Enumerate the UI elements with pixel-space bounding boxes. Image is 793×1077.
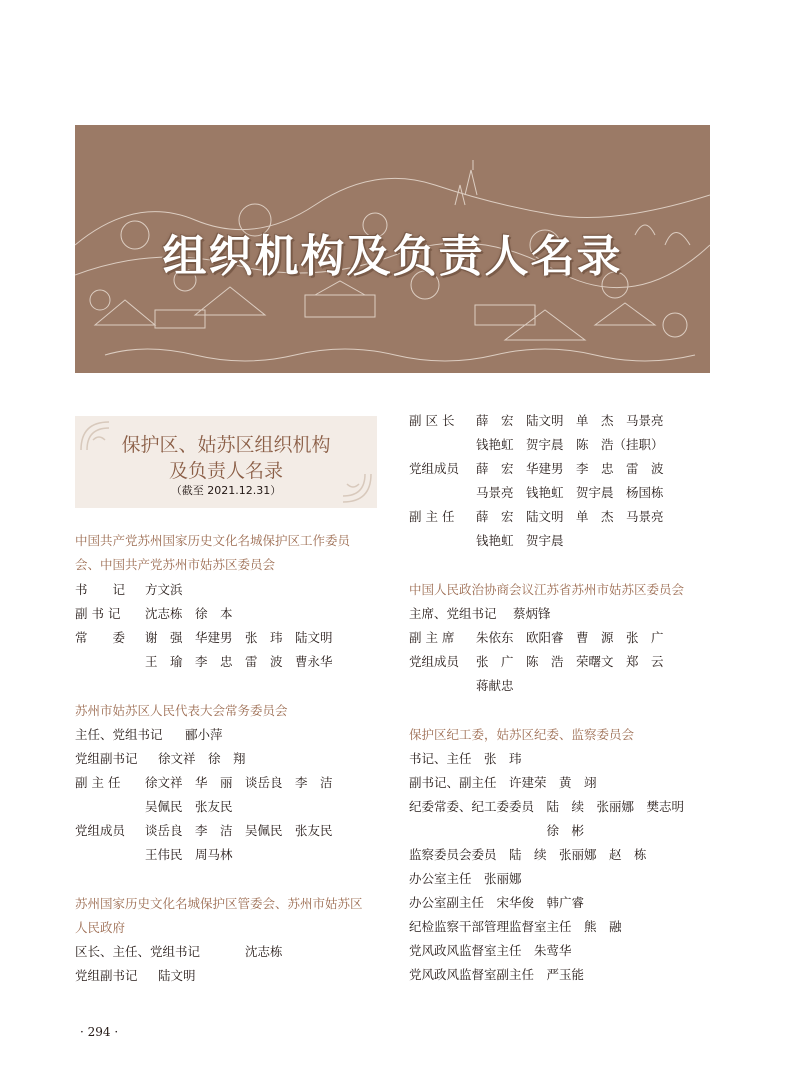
member-row: 徐 彬 — [409, 823, 585, 838]
member-names: 马景亮 钱艳虹 贺宇晨 杨国栋 — [476, 485, 664, 500]
member-names: 蔡炳锋 — [513, 606, 551, 621]
member-row: 办公室主任 张丽娜 — [409, 871, 522, 886]
role-label: 党组副书记 — [75, 751, 138, 766]
member-names: 薛 宏 陆文明 单 杰 马景亮 — [476, 413, 664, 428]
role-label: 副 主 任 — [409, 509, 455, 524]
role-label: 主任、党组书记 — [75, 727, 163, 742]
org-heading: 人民政府 — [75, 920, 126, 935]
member-names: 徐文祥 徐 翔 — [158, 751, 246, 766]
title-banner — [75, 125, 710, 373]
role-label: 副 主 任 — [75, 775, 121, 790]
member-names: 吴佩民 张友民 — [145, 799, 233, 814]
section-title-line2: 及负责人名录 — [168, 460, 283, 482]
role-label: 党组成员 — [409, 461, 460, 476]
role-label: 党组成员 — [75, 823, 126, 838]
org-heading: 保护区纪工委，姑苏区纪委、监察委员会 — [409, 727, 635, 742]
member-names: 方文浜 — [145, 582, 183, 597]
section-title-box — [75, 416, 377, 508]
org-heading: 中国共产党苏州国家历史文化名城保护区工作委员 — [75, 533, 351, 548]
role-label: 主席、党组书记 — [409, 606, 497, 621]
role-label: 副 书 记 — [75, 606, 121, 621]
member-row: 党风政风监督室副主任 严玉能 — [409, 967, 585, 982]
member-names: 蒋献忠 — [476, 678, 514, 693]
member-names: 朱依东 欧阳睿 曹 源 张 广 — [476, 630, 664, 645]
member-names: 沈志栋 — [245, 944, 283, 959]
role-label: 区长、主任、党组书记 — [75, 944, 201, 959]
member-row: 纪委常委、纪工委委员 陆 续 张丽娜 樊志明 — [409, 799, 685, 814]
org-heading: 苏州国家历史文化名城保护区管委会、苏州市姑苏区 — [75, 896, 363, 911]
role-label: 党组成员 — [409, 654, 460, 669]
role-label: 副 主 席 — [409, 630, 455, 645]
member-names: 薛 宏 陆文明 单 杰 马景亮 — [476, 509, 664, 524]
member-names: 张 广 陈 浩 荣曙文 郑 云 — [476, 654, 664, 669]
page-number: · 294 · — [80, 1025, 119, 1039]
org-heading: 苏州市姑苏区人民代表大会常务委员会 — [75, 703, 288, 718]
role-label: 党组副书记 — [75, 968, 138, 983]
member-row: 书记、主任 张 玮 — [409, 751, 522, 766]
banner-title: 组织机构及负责人名录 — [162, 231, 623, 282]
section-title-line1: 保护区、姑苏区组织机构 — [121, 434, 331, 456]
member-names: 王 瑜 李 忠 雷 波 曹永华 — [145, 654, 333, 669]
member-names: 徐文祥 华 丽 谈岳良 李 洁 — [145, 775, 333, 790]
role-label: 书 记 — [75, 582, 126, 597]
section-date: （截至 2021.12.31） — [170, 484, 282, 497]
member-names: 钱艳虹 贺宇晨 — [476, 533, 564, 548]
role-label: 常 委 — [75, 630, 126, 645]
member-names: 薛 宏 华建男 李 忠 雷 波 — [476, 461, 664, 476]
member-row: 副书记、副主任 许建荣 黄 翊 — [409, 775, 597, 790]
member-row: 党风政风监督室主任 朱莺华 — [409, 943, 572, 958]
member-row: 办公室副主任 宋华俊 韩广睿 — [409, 895, 585, 910]
member-row: 监察委员会委员 陆 续 张丽娜 赵 栋 — [409, 847, 647, 862]
member-row: 纪检监察干部管理监督室主任 熊 融 — [409, 919, 622, 934]
member-names: 谈岳良 李 洁 吴佩民 张友民 — [145, 823, 333, 838]
member-names: 钱艳虹 贺宇晨 陈 浩（挂职） — [476, 437, 664, 452]
member-names: 谢 强 华建男 张 玮 陆文明 — [145, 630, 333, 645]
member-names: 王伟民 周马林 — [145, 847, 233, 862]
member-names: 沈志栋 徐 本 — [145, 606, 233, 621]
member-names: 郦小萍 — [185, 727, 223, 742]
member-names: 陆文明 — [158, 968, 196, 983]
org-heading: 会、中国共产党苏州市姑苏区委员会 — [75, 557, 276, 572]
role-label: 副 区 长 — [409, 413, 455, 428]
org-heading: 中国人民政治协商会议江苏省苏州市姑苏区委员会 — [409, 582, 685, 597]
